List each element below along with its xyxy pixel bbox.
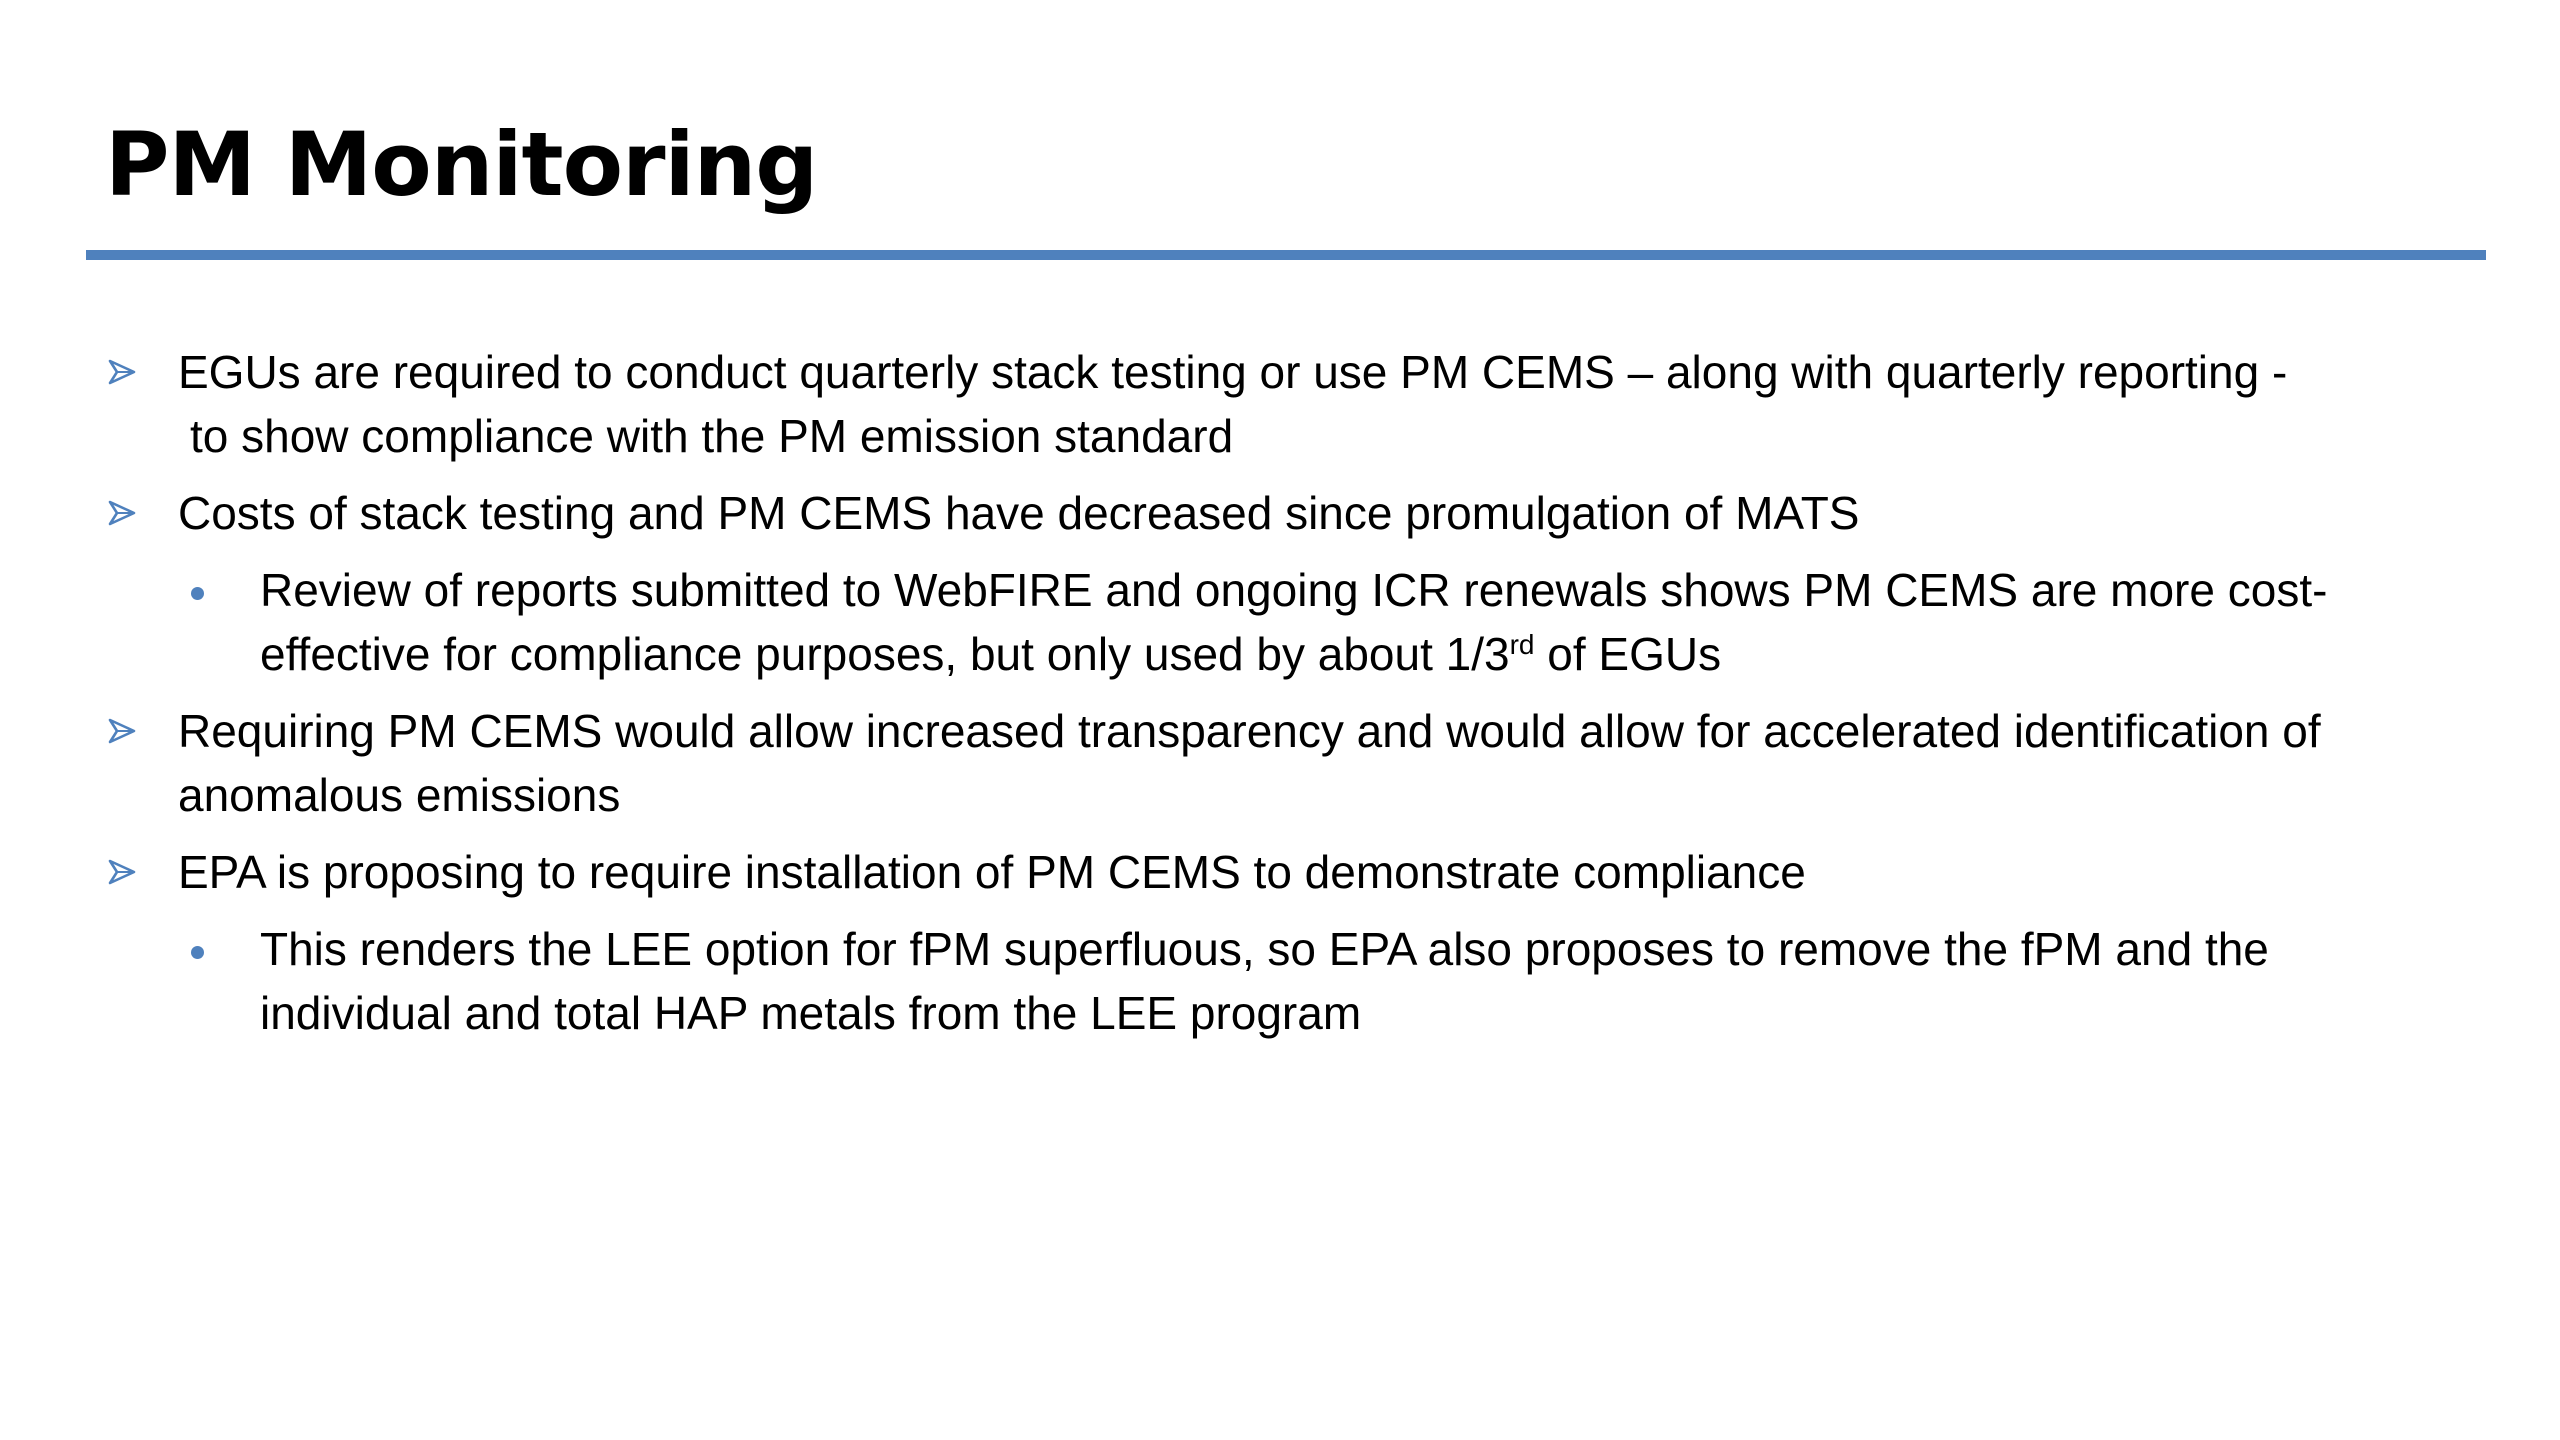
sub-bullet-item <box>105 917 2465 1045</box>
sub-bullet-text: This renders the LEE option for fPM superfluous, so EPA also proposes to remove the fPM and the individual and total HAP metals from the LEE program <box>260 923 2269 1039</box>
bullet-text: Costs of stack testing and PM CEMS have decreased since promulgation of MATS <box>178 487 1860 539</box>
dot-bullet-icon <box>191 946 204 959</box>
arrow-bullet-icon <box>107 699 137 763</box>
title-divider <box>86 250 2486 260</box>
bullet-item <box>105 840 2465 904</box>
bullet-text: EGUs are required to conduct quarterly stack testing or use PM CEMS – along with quarterly reporting - <box>178 346 2288 398</box>
slide-title: PM Monitoring <box>105 113 818 216</box>
superscript-rd: rd <box>1509 629 1535 660</box>
bullet-text: EPA is proposing to require installation of PM CEMS to demonstrate compliance <box>178 846 1806 898</box>
bullet-item <box>105 699 2465 827</box>
dot-bullet-icon <box>191 587 204 600</box>
bullet-item <box>105 481 2465 545</box>
arrow-bullet-icon <box>107 340 137 404</box>
sub-bullet-text-end: of EGUs <box>1534 628 1722 680</box>
arrow-bullet-icon <box>107 840 137 904</box>
bullet-text: Requiring PM CEMS would allow increased transparency and would allow for accelerated identification of anomalous emissions <box>178 705 2321 821</box>
sub-bullet-item <box>105 558 2465 686</box>
sub-bullet-text: Review of reports submitted to WebFIRE and ongoing ICR renewals shows PM CEMS are more cost-effective for compliance purposes, but only used by about 1/3 <box>260 564 2328 680</box>
bullet-text-continued: to show compliance with the PM emission standard <box>190 410 1234 462</box>
arrow-bullet-icon <box>107 481 137 545</box>
bullet-item <box>105 340 2465 468</box>
bullet-list <box>105 340 2465 1058</box>
